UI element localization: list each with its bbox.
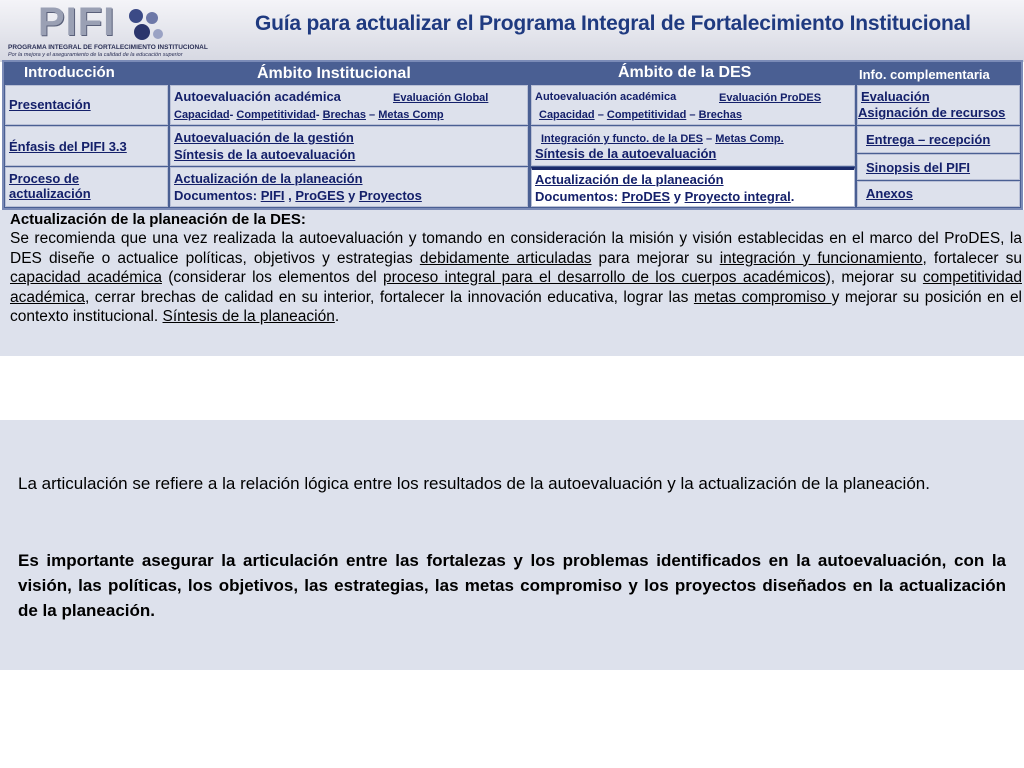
link-competitividad[interactable]: Competitividad xyxy=(236,109,316,121)
logo-subtitle: PROGRAMA INTEGRAL DE FORTALECIMIENTO INSTITUCIONAL xyxy=(8,44,208,51)
link-asignacion-recursos[interactable]: Asignación de recursos xyxy=(858,105,1006,120)
nav-item-enfasis[interactable] xyxy=(5,126,168,166)
body-text: , cerrar brechas de calidad en su interior, fortalecer la innovación educativa, lograr las xyxy=(84,288,694,306)
link-debidamente-articuladas[interactable]: debidamente articuladas xyxy=(419,249,592,267)
content-section-articulacion xyxy=(0,420,1024,670)
column-header-intro[interactable]: Introducción xyxy=(24,64,115,81)
column-header-info-complementaria[interactable]: Info. complementaria xyxy=(859,67,990,82)
link-sintesis-autoevaluacion-des[interactable]: Síntesis de la autoevaluación xyxy=(535,146,717,161)
link-metas-comp[interactable]: Metas Comp xyxy=(378,109,444,121)
nav-cell-des-integracion xyxy=(531,126,855,166)
link-evaluacion-prodes[interactable]: Evaluación ProDES xyxy=(719,92,822,104)
link-metas-compromiso[interactable]: metas compromiso xyxy=(693,288,832,306)
section-body xyxy=(10,229,1022,327)
link-brechas-des[interactable]: Brechas xyxy=(698,109,742,121)
inst-row1-links: Capacidad- Competitividad- Brechas – Metas Comp xyxy=(174,109,444,121)
paragraph-articulacion: La articulación se refiere a la relación lógica entre los resultados de la autoevaluación y la actualización de la planeación. xyxy=(18,474,930,493)
nav-cell-sinopsis[interactable] xyxy=(857,154,1020,180)
link-competitividad-academica[interactable]: competitividad académica xyxy=(10,269,1022,306)
nav-item-proceso-actualizacion[interactable] xyxy=(5,167,168,207)
link-pifi[interactable]: PIFI xyxy=(260,188,285,203)
paragraph-importante: Es importante asegurar la articulación entre las fortalezas y los problemas identificados en la autoevaluación, con la visión, las políticas, los objetivos, las estrategias, las metas compromiso y los proyectos diseñados en la actualización de la planeación. xyxy=(18,551,1006,620)
link-metas-comp-des[interactable]: Metas Comp. xyxy=(715,133,784,145)
body-text: ), mejorar su xyxy=(825,269,923,286)
body-text: (considerar los elementos del xyxy=(161,269,384,286)
des-row1-links: Capacidad – Competitividad – Brechas xyxy=(539,109,742,121)
body-text: Se recomienda que una vez realizada la autoevaluación y tomando en consideración la misión y visión establecidas en el marco del ProDES, la DES diseñe o actualice políticas, objetivos y estrategias xyxy=(10,230,1022,267)
nav-item-presentacion[interactable] xyxy=(5,85,168,125)
link-brechas[interactable]: Brechas xyxy=(322,109,366,121)
nav-item-label[interactable]: Presentación xyxy=(9,97,91,112)
body-text: para mejorar su xyxy=(591,249,720,267)
logo-wordmark: PIFI xyxy=(38,0,116,44)
link-proceso-integral-cuerpos[interactable]: proceso integral para el desarrollo de los cuerpos académicos xyxy=(383,269,826,286)
nav-cell-anexos[interactable] xyxy=(857,181,1020,207)
link-prodes[interactable]: ProDES xyxy=(621,189,671,204)
nav-cell-inst-planeacion xyxy=(170,167,528,207)
link-capacidad-academica[interactable]: capacidad académica xyxy=(10,269,162,286)
inst-documentos: Documentos: PIFI , ProGES y Proyectos xyxy=(174,188,422,203)
link-anexos[interactable]: Anexos xyxy=(866,186,913,201)
link-proges[interactable]: ProGES xyxy=(295,188,345,203)
pifi-logo xyxy=(4,0,208,58)
link-autoevaluacion-academica-des[interactable]: Autoevaluación académica xyxy=(535,91,677,103)
link-proyectos[interactable]: Proyectos xyxy=(358,188,422,203)
header-bar xyxy=(0,0,1024,62)
link-evaluacion-global[interactable]: Evaluación Global xyxy=(393,92,489,104)
section-title: Actualización de la planeación de la DES: xyxy=(10,211,306,228)
nav-cell-entrega[interactable] xyxy=(857,126,1020,153)
link-proyecto-integral[interactable]: Proyecto integral xyxy=(684,189,791,204)
link-actualizacion-planeacion-inst[interactable]: Actualización de la planeación xyxy=(174,171,363,186)
column-header-ambito-institucional[interactable]: Ámbito Institucional xyxy=(257,65,411,82)
nav-item-label[interactable]: Énfasis del PIFI 3.3 xyxy=(9,139,127,154)
column-header-ambito-des[interactable]: Ámbito de la DES xyxy=(618,64,752,81)
documentos-label: Documentos: xyxy=(174,188,258,203)
link-sinopsis-pifi[interactable]: Sinopsis del PIFI xyxy=(866,160,971,175)
link-integracion-functo[interactable]: Integración y functo. de la DES xyxy=(541,133,703,145)
link-sintesis-planeacion[interactable]: Síntesis de la planeación xyxy=(162,308,335,325)
link-autoevaluacion-gestion[interactable]: Autoevaluación de la gestión xyxy=(174,130,354,145)
link-integracion-funcionamiento[interactable]: integración y funcionamiento xyxy=(719,249,923,267)
des-row2-links: Integración y functo. de la DES – Metas Comp. xyxy=(541,133,784,145)
link-capacidad-des[interactable]: Capacidad xyxy=(539,109,595,121)
nav-item-label[interactable]: Proceso de actualización xyxy=(9,171,91,201)
nav-cell-inst-autoevaluacion xyxy=(170,85,528,125)
logo-spheres-icon xyxy=(122,4,166,48)
link-sintesis-autoevaluacion-inst[interactable]: Síntesis de la autoevaluación xyxy=(174,147,356,162)
link-competitividad-des[interactable]: Competitividad xyxy=(606,109,687,121)
page-title: Guía para actualizar el Programa Integral de Fortalecimiento Institucional xyxy=(255,12,971,35)
link-entrega-recepcion[interactable]: Entrega – recepción xyxy=(866,132,991,147)
body-text: y mejorar su posición en el contexto institucional. xyxy=(10,288,1023,325)
nav-cell-inst-gestion xyxy=(170,126,528,166)
documentos-label: Documentos: xyxy=(535,189,619,204)
des-documentos: Documentos: ProDES y Proyecto integral. xyxy=(535,189,795,204)
logo-tagline: Por la mejora y el aseguramiento de la calidad de la educación superior xyxy=(8,52,183,58)
nav-cell-des-autoevaluacion xyxy=(531,85,855,125)
link-capacidad[interactable]: Capacidad xyxy=(174,109,230,121)
nav-cell-des-planeacion-active xyxy=(531,167,855,207)
nav-cell-evaluacion xyxy=(857,85,1020,125)
body-text: , fortalecer su xyxy=(922,249,1022,267)
link-evaluacion[interactable]: Evaluación xyxy=(861,89,930,104)
link-autoevaluacion-academica[interactable]: Autoevaluación académica xyxy=(174,89,341,104)
body-text: . xyxy=(334,308,340,325)
link-actualizacion-planeacion-des[interactable]: Actualización de la planeación xyxy=(535,172,724,187)
